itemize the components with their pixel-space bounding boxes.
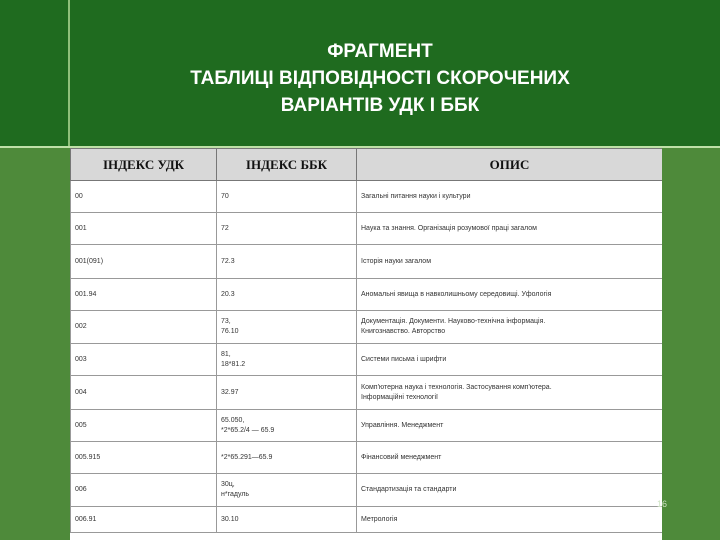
bbk-value: 72	[221, 224, 229, 232]
bbk-cell	[217, 507, 357, 533]
bbk-value: 30ц,	[221, 481, 235, 488]
udc-cell	[71, 213, 217, 245]
bbk-value: 65.050,	[221, 416, 245, 424]
bbk-cell	[217, 344, 357, 376]
description-cell	[357, 410, 663, 442]
header-bbk-index: ІНДЕКС ББК	[217, 149, 357, 181]
bbk-value: 32.97	[221, 388, 239, 396]
bbk-value: 30.10	[221, 515, 239, 523]
bbk-cell	[217, 376, 357, 410]
description-cell	[357, 442, 663, 474]
table-row	[71, 507, 663, 533]
header-description: ОПИС	[357, 149, 663, 181]
description-cell	[357, 181, 663, 213]
bbk-cell	[217, 279, 357, 311]
description-text: Книгознавство. Авторство	[361, 328, 446, 335]
description-cell	[357, 474, 663, 507]
bbk-value: *2*65.291—65.9	[221, 453, 273, 461]
bbk-cell	[217, 410, 357, 442]
udc-value: 006	[75, 486, 87, 493]
bbk-cell	[217, 442, 357, 474]
table-row	[71, 344, 663, 376]
description-cell	[357, 376, 663, 410]
bbk-value: 18*81.2	[221, 360, 246, 368]
description-text: Наука та знання. Організація розумової праці загалом	[361, 224, 537, 232]
bbk-value: 76.10	[221, 328, 239, 335]
udc-value: 001	[75, 224, 87, 232]
bbk-cell	[217, 245, 357, 279]
slide-title	[80, 38, 680, 119]
description-cell	[357, 507, 663, 533]
bbk-cell	[217, 311, 357, 344]
title-line: ФРАГМЕНТ	[327, 41, 433, 62]
udc-value: 00	[75, 192, 83, 200]
description-text: Інформаційні технології	[361, 393, 438, 401]
table-row	[71, 376, 663, 410]
udc-cell	[71, 181, 217, 213]
udc-cell	[71, 279, 217, 311]
udc-cell	[71, 311, 217, 344]
udc-value: 004	[75, 388, 87, 396]
description-cell	[357, 311, 663, 344]
udc-cell	[71, 245, 217, 279]
bbk-cell	[217, 474, 357, 507]
table-row	[71, 410, 663, 442]
description-text: Фінансовий менеджмент	[361, 453, 442, 461]
description-text: Стандартизація та стандарти	[361, 486, 457, 493]
udc-cell	[71, 474, 217, 507]
description-cell	[357, 344, 663, 376]
udc-cell	[71, 507, 217, 533]
udc-cell	[71, 442, 217, 474]
udc-cell	[71, 410, 217, 442]
title-line: ТАБЛИЦІ ВІДПОВІДНОСТІ СКОРОЧЕНИХ	[190, 68, 570, 89]
decorative-vertical-line	[68, 0, 70, 146]
description-cell	[357, 245, 663, 279]
bbk-cell	[217, 181, 357, 213]
description-text: Метрологія	[361, 515, 398, 523]
description-text: Управління. Менеджмент	[361, 421, 444, 429]
description-text: Комп'ютерна наука і технологія. Застосування комп'ютера.	[361, 383, 552, 391]
table-row	[71, 442, 663, 474]
udc-cell	[71, 376, 217, 410]
udc-value: 005.915	[75, 453, 101, 461]
bbk-value: 81,	[221, 350, 231, 358]
description-text: Системи письма і шрифти	[361, 355, 447, 363]
table-header-row	[71, 149, 663, 181]
udc-value: 001(091)	[75, 257, 104, 265]
correspondence-table	[70, 148, 662, 533]
table-row	[71, 181, 663, 213]
table-row	[71, 213, 663, 245]
header-udc-index: ІНДЕКС УДК	[71, 149, 217, 181]
bbk-value: н*гадуль	[221, 491, 250, 498]
udc-value: 003	[75, 355, 87, 363]
table-body	[71, 181, 663, 533]
table-row	[71, 245, 663, 279]
bbk-value: 72.3	[221, 257, 235, 265]
bbk-cell	[217, 213, 357, 245]
udc-value: 001.94	[75, 290, 97, 298]
bbk-value: 73,	[221, 318, 231, 325]
bbk-value: 20.3	[221, 290, 235, 298]
description-text: Аномальні явища в навколишньому середовищі. Уфологія	[361, 290, 552, 298]
table-row	[71, 311, 663, 344]
bbk-value: 70	[221, 192, 229, 200]
udc-value: 006.91	[75, 515, 97, 523]
table-row	[71, 279, 663, 311]
description-text: Документація. Документи. Науково-технічна інформація.	[361, 318, 546, 325]
description-text: Історія науки загалом	[361, 257, 432, 265]
udc-value: 002	[75, 323, 87, 330]
udc-cell	[71, 344, 217, 376]
description-cell	[357, 279, 663, 311]
title-line: ВАРІАНТІВ УДК І ББК	[280, 95, 480, 116]
page-number: 16	[657, 499, 668, 509]
correspondence-table-container	[70, 148, 662, 540]
description-text: Загальні питання науки і культури	[361, 192, 471, 200]
bbk-value: *2*65.2/4 — 65.9	[221, 426, 275, 434]
table-row	[71, 474, 663, 507]
udc-value: 005	[75, 421, 87, 429]
description-cell	[357, 213, 663, 245]
